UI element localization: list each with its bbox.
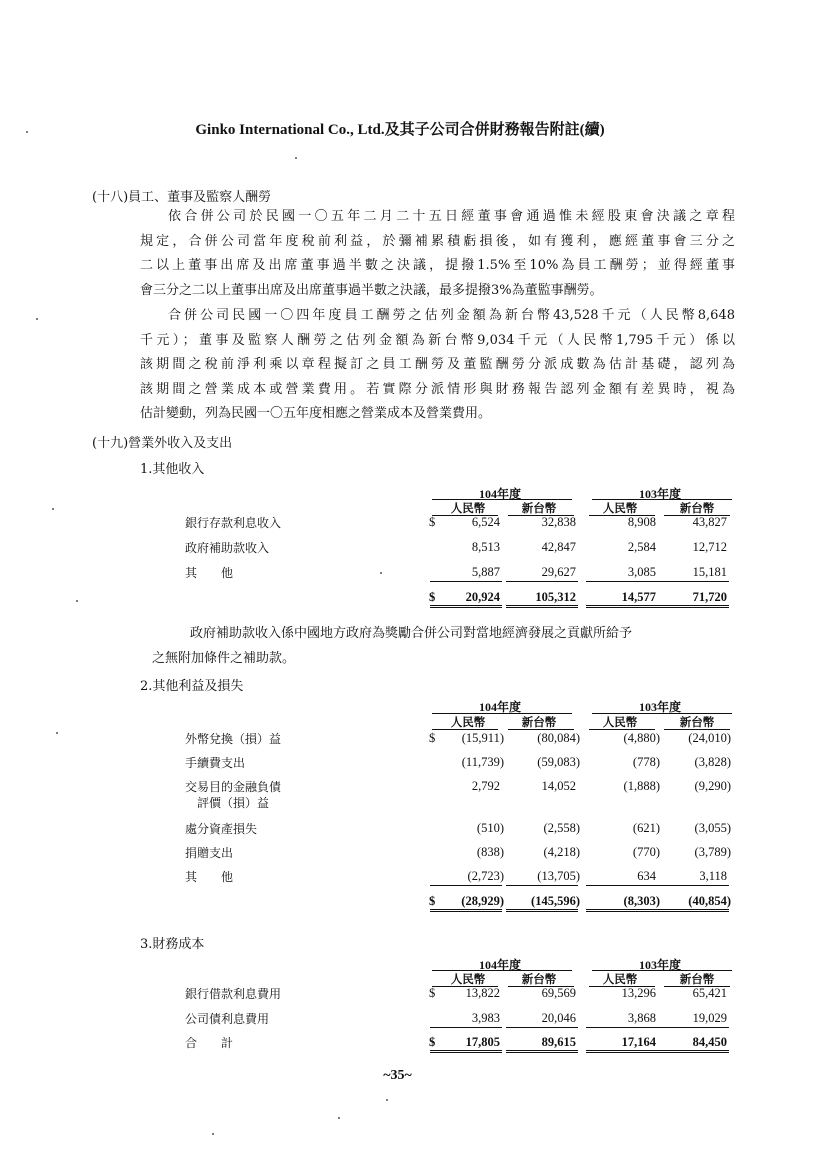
table-cell: 2,584 <box>627 540 656 554</box>
note-line: 之無附加條件之補助款。 <box>152 650 296 666</box>
table-cell: 19,029 <box>692 1011 727 1025</box>
page-number: ~35~ <box>383 1068 412 1083</box>
col-rule <box>432 729 498 730</box>
total-double-rule <box>586 909 658 912</box>
currency-symbol: $ <box>429 1035 436 1049</box>
row-label: 銀行借款利息費用 <box>185 987 282 1001</box>
col-header-rmb: 人民幣 <box>602 501 638 515</box>
paragraph-line: 規定，合併公司當年度稅前利益，於彌補累積虧損後，如有獲利，應經董事會三分之 <box>140 233 735 249</box>
subtotal-rule <box>657 581 729 582</box>
col-rule <box>508 729 574 730</box>
subtotal-rule <box>430 1027 502 1028</box>
paragraph-line: 會三分之二以上董事出席及出席董事過半數之決議，最多提撥3%為董監事酬勞。 <box>140 282 603 298</box>
total-double-rule <box>506 1050 578 1053</box>
subtotal-rule <box>657 885 729 886</box>
scan-speck <box>212 1133 214 1135</box>
table-cell: (9,290) <box>694 779 731 793</box>
col-header-rmb: 人民幣 <box>602 715 638 729</box>
section-18-heading: (十八)員工、董事及監察人酬勞 <box>92 190 272 205</box>
total-cell: (28,929) <box>461 894 504 908</box>
table-cell: (838) <box>476 845 504 859</box>
table-cell: 65,421 <box>692 986 727 1000</box>
subtotal-rule <box>506 1027 578 1028</box>
total-cell: 17,164 <box>621 1035 656 1049</box>
table-cell: (3,055) <box>694 821 731 835</box>
paragraph-line: 依合併公司於民國一〇五年二月二十五日經董事會通過惟未經股東會決議之章程 <box>168 209 735 224</box>
other-gains-heading: 2.其他利益及損失 <box>140 679 244 694</box>
total-double-rule <box>506 605 578 608</box>
col-header-ntd: 新台幣 <box>679 715 715 729</box>
year-104-header: 104年度 <box>478 958 521 972</box>
other-income-note <box>140 622 735 671</box>
table-cell: (15,911) <box>461 731 504 745</box>
table-cell: (24,010) <box>688 731 731 745</box>
scan-speck <box>76 600 78 602</box>
scan-speck <box>380 572 382 574</box>
col-header-rmb: 人民幣 <box>450 715 486 729</box>
table-cell: 29,627 <box>541 565 576 579</box>
subtotal-rule <box>586 581 658 582</box>
row-label: 公司債利息費用 <box>185 1012 270 1026</box>
total-double-rule <box>506 909 578 912</box>
table-cell: 8,513 <box>471 540 500 554</box>
row-label: 外幣兌換（損）益 <box>185 732 282 746</box>
row-label: 手續費支出 <box>185 756 246 770</box>
year-103-header: 103年度 <box>638 958 681 972</box>
total-cell: (145,596) <box>531 894 580 908</box>
table-cell: 69,569 <box>541 986 576 1000</box>
currency-symbol: $ <box>429 515 436 529</box>
total-double-rule <box>586 1050 658 1053</box>
table-cell: (778) <box>632 755 660 769</box>
table-cell: 32,838 <box>541 515 576 529</box>
table-cell: (4,880) <box>623 731 660 745</box>
subtotal-rule <box>586 885 658 886</box>
section-18-paragraph-1 <box>140 205 735 303</box>
table-cell: 20,046 <box>541 1011 576 1025</box>
col-header-rmb: 人民幣 <box>450 501 486 515</box>
subtotal-rule <box>430 581 502 582</box>
table-cell: 15,181 <box>692 565 727 579</box>
table-cell: 6,524 <box>471 515 500 529</box>
table-cell: (1,888) <box>623 779 660 793</box>
scan-speck <box>56 732 58 734</box>
row-label-continued: 評價（損）益 <box>185 796 270 810</box>
scan-speck <box>338 1117 340 1119</box>
paragraph-line: 該期間之營業成本或營業費用。若實際分派情形與財務報告認列金額有差異時，視為 <box>140 381 735 397</box>
currency-symbol: $ <box>429 731 436 745</box>
table-cell: 43,827 <box>692 515 727 529</box>
table-cell: (11,739) <box>461 755 504 769</box>
col-header-ntd: 新台幣 <box>679 972 715 986</box>
row-label: 銀行存款利息收入 <box>185 516 282 530</box>
table-cell: (621) <box>632 821 660 835</box>
table-cell: 3,868 <box>627 1011 656 1025</box>
total-double-rule <box>657 909 729 912</box>
table-cell: 42,847 <box>541 540 576 554</box>
total-cell: 20,924 <box>465 590 500 604</box>
scan-speck <box>26 131 28 133</box>
table-cell: 3,085 <box>627 565 656 579</box>
table-cell: 14,052 <box>541 779 576 793</box>
total-double-rule <box>657 1050 729 1053</box>
total-cell: (40,854) <box>688 894 731 908</box>
total-cell: (8,303) <box>623 894 660 908</box>
total-double-rule <box>657 605 729 608</box>
currency-symbol: $ <box>429 894 436 908</box>
table-cell: (3,828) <box>694 755 731 769</box>
total-cell: 105,312 <box>535 590 576 604</box>
row-label: 捐贈支出 <box>185 846 234 860</box>
col-header-ntd: 新台幣 <box>521 501 557 515</box>
total-cell: 89,615 <box>541 1035 576 1049</box>
col-rule <box>664 729 730 730</box>
row-label: 處分資產損失 <box>185 822 258 836</box>
table-cell: 5,887 <box>471 565 500 579</box>
table-cell: (59,083) <box>537 755 580 769</box>
col-header-rmb: 人民幣 <box>602 972 638 986</box>
table-cell: (80,084) <box>537 731 580 745</box>
total-label: 合 計 <box>185 1036 234 1050</box>
table-cell: 13,822 <box>465 986 500 1000</box>
other-income-heading: 1.其他收入 <box>140 462 205 477</box>
table-cell: (2,723) <box>467 869 504 883</box>
table-cell: 3,118 <box>699 869 727 883</box>
paragraph-line: 合併公司民國一〇四年度員工酬勞之估列金額為新台幣43,528千元（人民幣8,648 <box>168 308 735 323</box>
total-cell: 14,577 <box>621 590 656 604</box>
year-104-header: 104年度 <box>478 487 521 501</box>
row-label: 交易目的金融負債 <box>185 780 282 794</box>
currency-symbol: $ <box>429 590 436 604</box>
paragraph-line: 該期間之稅前淨利乘以章程擬訂之員工酬勞及董監酬勞分派成數為估計基礎，認列為 <box>140 357 735 372</box>
paragraph-line: 二以上董事出席及出席董事過半數之決議，提撥1.5%至10%為員工酬勞；並得經董事 <box>140 258 735 273</box>
table-cell: (3,789) <box>694 845 731 859</box>
table-cell: (4,218) <box>543 845 580 859</box>
currency-symbol: $ <box>429 986 436 1000</box>
table-cell: (510) <box>476 821 504 835</box>
finance-cost-heading: 3.財務成本 <box>140 937 205 952</box>
total-cell: 71,720 <box>692 590 727 604</box>
page-title: Ginko International Co., Ltd.及其子公司合併財務報告附註(續) <box>195 122 605 138</box>
year-103-header: 103年度 <box>638 700 681 714</box>
total-double-rule <box>430 1050 502 1053</box>
total-cell: 84,450 <box>692 1035 727 1049</box>
col-header-ntd: 新台幣 <box>679 501 715 515</box>
total-cell: 17,805 <box>465 1035 500 1049</box>
table-cell: 12,712 <box>692 540 727 554</box>
row-label: 其 他 <box>185 870 234 884</box>
section-18-paragraph-2 <box>140 304 735 427</box>
subtotal-rule <box>506 885 578 886</box>
total-double-rule <box>430 605 502 608</box>
scan-speck <box>386 1099 388 1101</box>
scan-speck <box>295 157 297 159</box>
note-line: 政府補助款收入係中國地方政府為獎勵合併公司對當地經濟發展之貢獻所給予 <box>190 626 633 641</box>
total-double-rule <box>430 909 502 912</box>
table-cell: 634 <box>637 869 656 883</box>
col-header-ntd: 新台幣 <box>521 972 557 986</box>
row-label: 政府補助款收入 <box>185 541 270 555</box>
subtotal-rule <box>586 1027 658 1028</box>
subtotal-rule <box>657 1027 729 1028</box>
table-cell: (13,705) <box>537 869 580 883</box>
paragraph-line: 千元）；董事及監察人酬勞之估列金額為新台幣9,034千元（人民幣1,795千元）係以 <box>140 332 735 348</box>
subtotal-rule <box>506 581 578 582</box>
year-103-header: 103年度 <box>638 487 681 501</box>
subtotal-rule <box>430 885 502 886</box>
year-104-header: 104年度 <box>478 700 521 714</box>
scan-speck <box>36 318 38 320</box>
table-cell: (2,558) <box>543 821 580 835</box>
table-cell: (770) <box>632 845 660 859</box>
table-cell: 2,792 <box>471 779 500 793</box>
section-19-heading: (十九)營業外收入及支出 <box>92 436 233 451</box>
col-header-rmb: 人民幣 <box>450 972 486 986</box>
table-cell: 3,983 <box>471 1011 500 1025</box>
total-double-rule <box>586 605 658 608</box>
table-cell: 13,296 <box>621 986 656 1000</box>
table-cell: 8,908 <box>627 515 656 529</box>
col-header-ntd: 新台幣 <box>521 715 557 729</box>
paragraph-line: 估計變動，列為民國一〇五年度相應之營業成本及營業費用。 <box>140 406 492 421</box>
row-label: 其 他 <box>185 566 234 580</box>
col-rule <box>589 729 655 730</box>
scan-speck <box>52 508 54 510</box>
